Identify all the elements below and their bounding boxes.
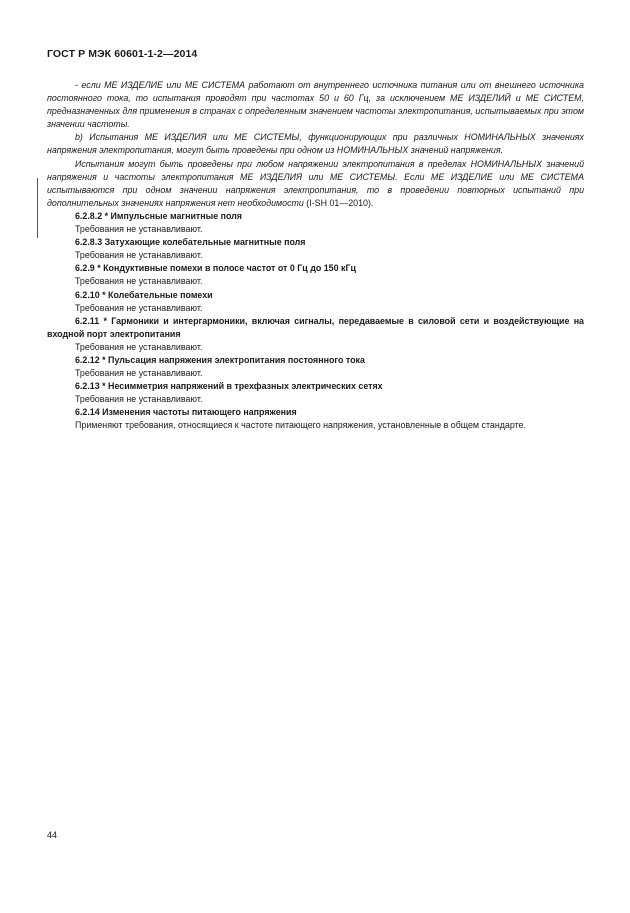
section-heading: 6.2.8.2 * Импульсные магнитные поля [75, 210, 242, 221]
section-heading: 6.2.9 * Кондуктивные помехи в полосе частот от 0 Гц до 150 кГц [75, 263, 356, 274]
section-heading: 6.2.10 * Колебательные помехи [75, 289, 213, 300]
paragraph-3-text: Испытания могут быть проведены при любом напряжении электропитания в пределах НОМИНАЛЬНЫХ значений напряжения и частоты электропитания МЕ ИЗДЕЛИЯ или МЕ СИСТЕМЫ. Если МЕ ИЗДЕЛИЕ или МЕ СИСТЕМА испытываются при одном значении напряжения электропитания, то в проведении повторных испытаний при дополнительных значениях напряжения нет необходимости [47, 158, 584, 208]
section-heading: 6.2.12 * Пульсация напряжения электропитания постоянного тока [75, 354, 365, 365]
paragraph-2: b) Испытания МЕ ИЗДЕЛИЯ или МЕ СИСТЕМЫ, функционирующих при различных НОМИНАЛЬНЫХ значениях напряжения электропитания, могут быть проведены при одном из НОМИНАЛЬНЫХ значений напряжения. [47, 132, 584, 156]
section-heading: 6.2.11 * Гармоники и интергармоники, включая сигналы, передаваемые в силовой сети и воздействующие на входной порт электропитания [47, 315, 584, 339]
change-bar [37, 178, 38, 238]
section-text: Требования не устанавливают. [75, 368, 203, 379]
section-heading: 6.2.13 * Несимметрия напряжений в трехфазных электрических сетях [75, 381, 383, 392]
section-text: Применяют требования, относящиеся к частоте питающего напряжения, установленные в общем стандарте. [75, 420, 526, 431]
section-text: Требования не устанавливают. [75, 250, 203, 261]
document-body [47, 79, 584, 433]
document-header: ГОСТ Р МЭК 60601-1-2—2014 [47, 48, 198, 60]
section-heading: 6.2.8.3 Затухающие колебательные магнитные поля [75, 237, 306, 248]
section-text: Требования не устанавливают. [75, 302, 203, 313]
section-text: Требования не устанавливают. [75, 341, 203, 352]
page-number: 44 [47, 830, 58, 840]
section-text: Требования не устанавливают. [75, 224, 203, 235]
section-text: Требования не устанавливают. [75, 276, 203, 287]
section-heading: 6.2.14 Изменения частоты питающего напряжения [75, 407, 297, 418]
paragraph-3-reference: (I-SH 01—2010). [303, 197, 374, 208]
section-text: Требования не устанавливают. [75, 394, 203, 405]
paragraph-3 [47, 158, 584, 210]
paragraph-1: - если МЕ ИЗДЕЛИЕ или МЕ СИСТЕМА работают от внутреннего источника питания или от внешнего источника постоянного тока, то испытания проводят при частотах 50 и 60 Гц, за исключением МЕ ИЗДЕЛИЙ и МЕ СИСТЕМ, предназначенных для применения в странах с определенным значением частоты электропитания, испытываемых при этом значении частоты. [47, 80, 584, 130]
